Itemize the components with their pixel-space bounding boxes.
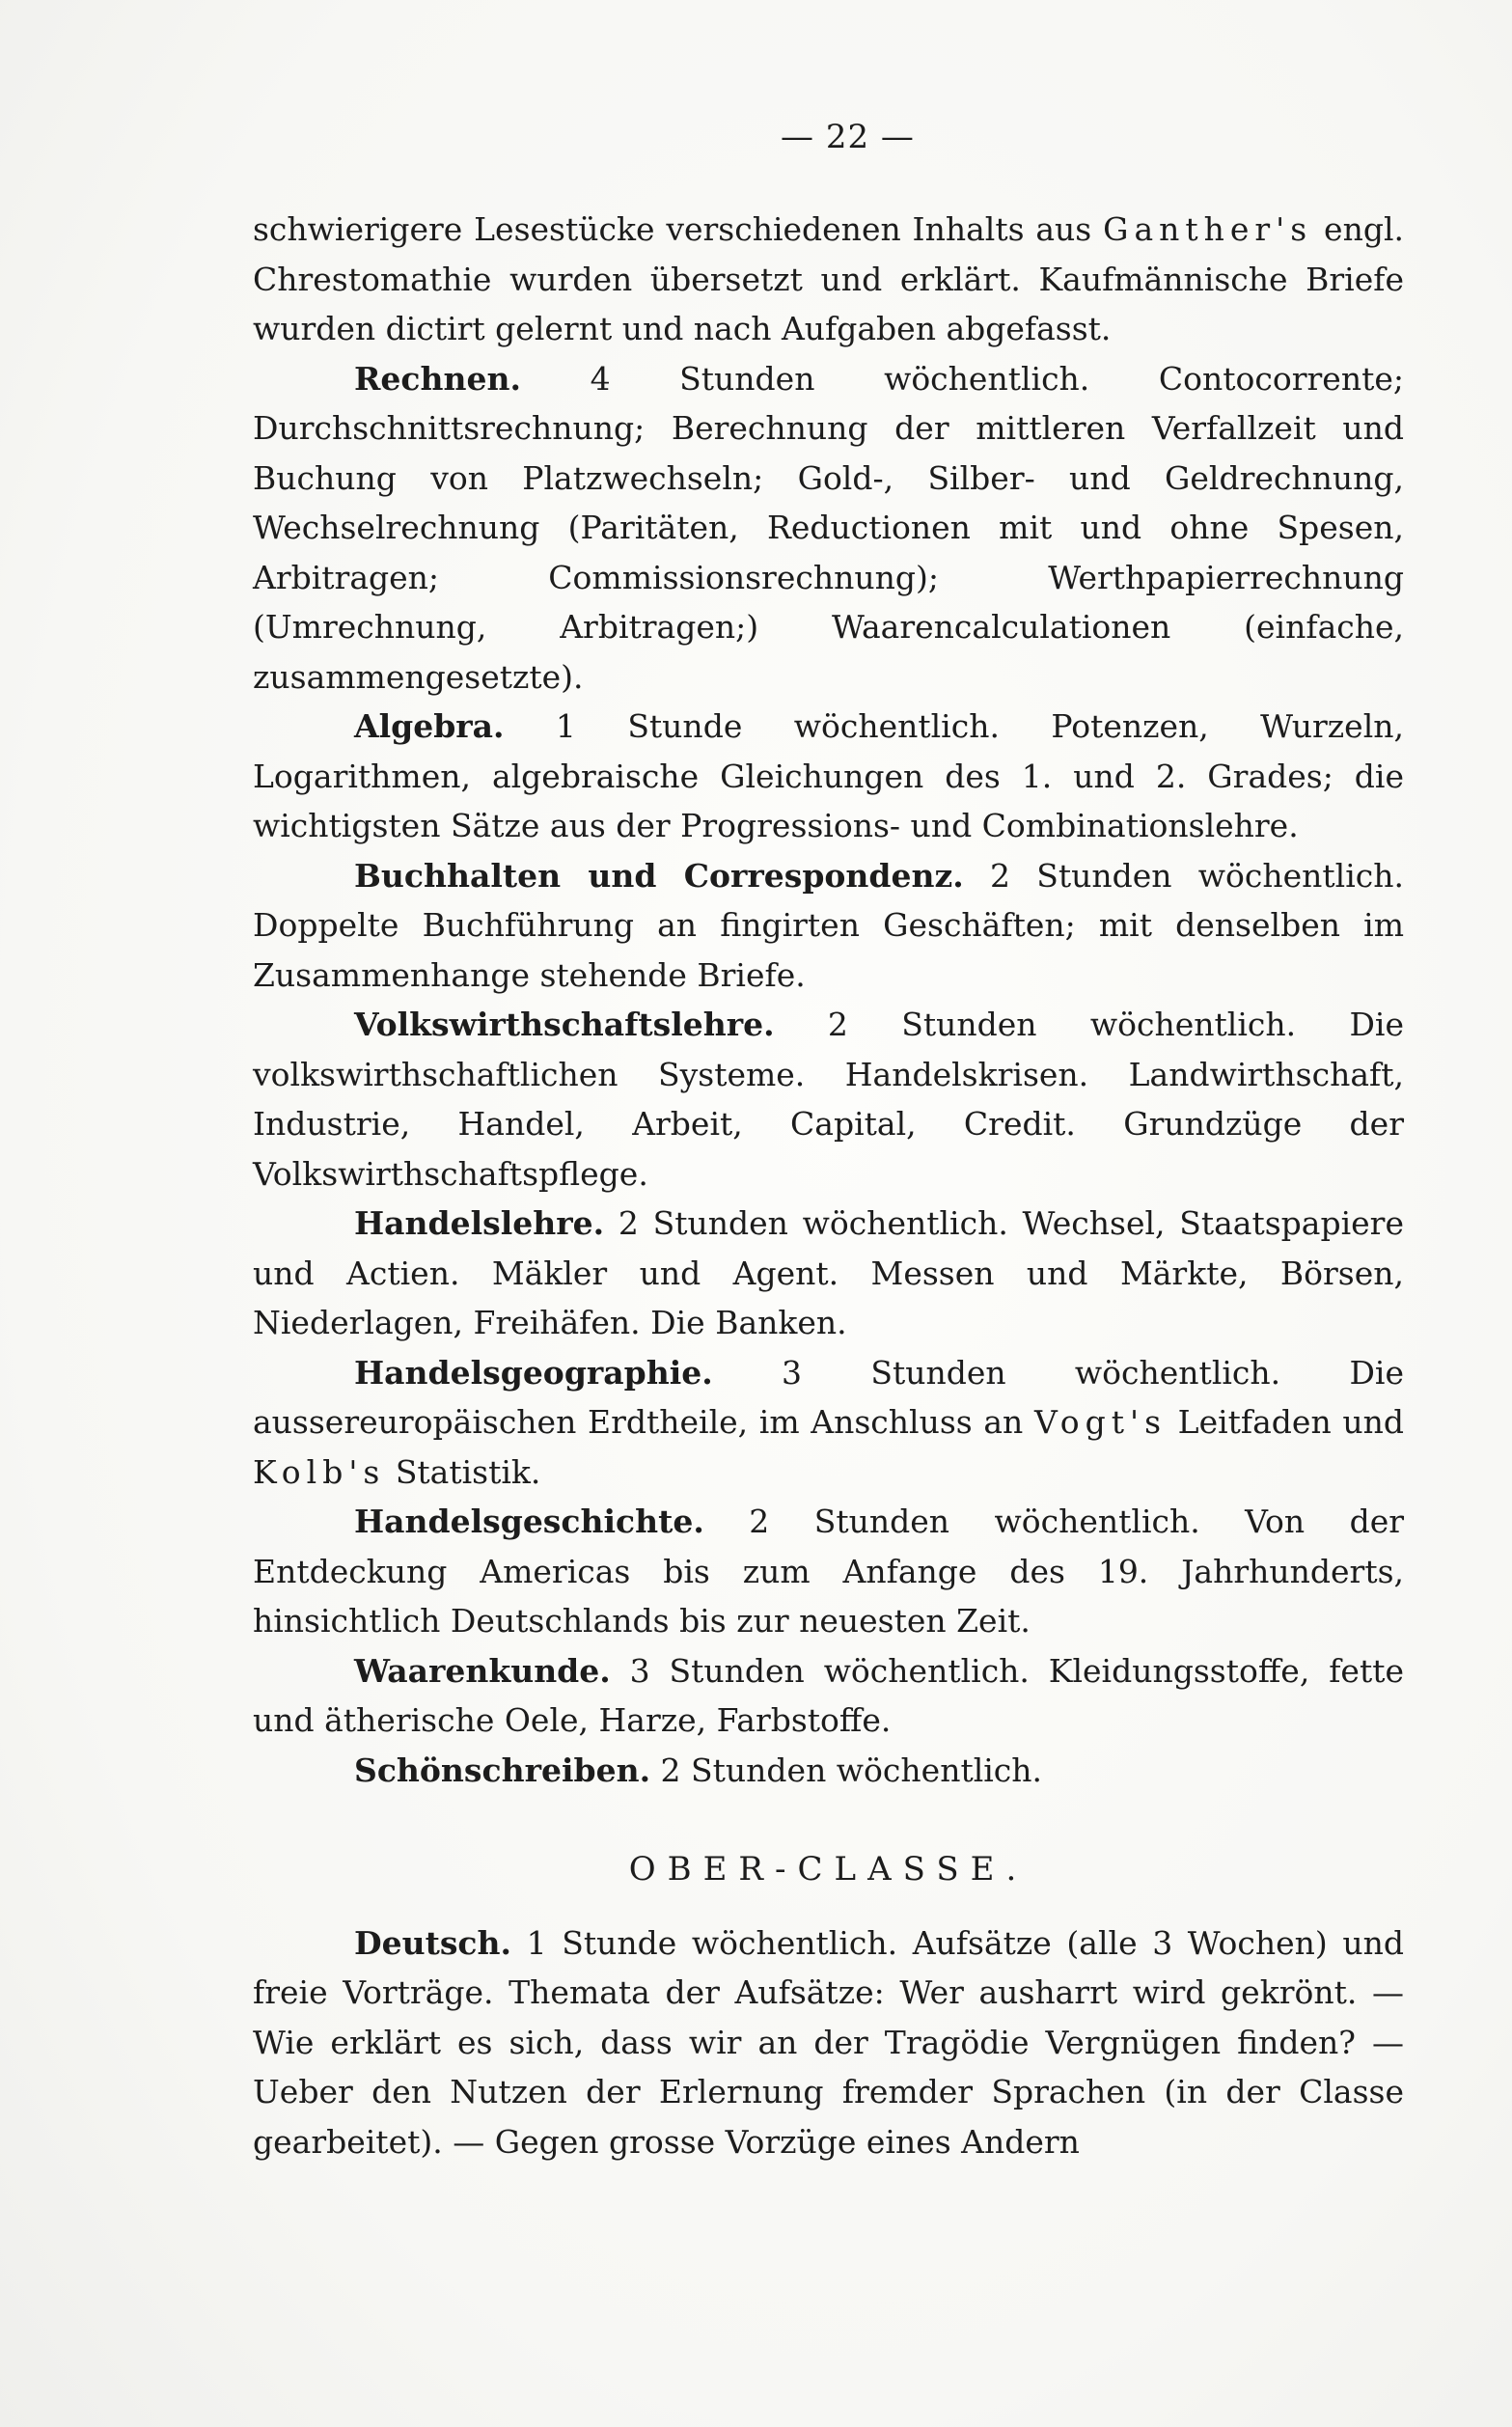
paragraph-text: 2 Stunden wöchentlich. Wechsel, Staatspapiere und Actien. Mäkler und Agent. Messen und Märkte, Börsen, Niederlagen, Freihäfen. Die Banken. (253, 1204, 1404, 1341)
paragraph-text: schwierigere Lesestücke verschiedenen Inhalts aus (253, 210, 1104, 248)
paragraph-english (253, 205, 1404, 354)
paragraph-deutsch (253, 1918, 1404, 2167)
paragraph-buchhalten (253, 851, 1404, 1001)
paragraph-text: 3 Stunden wöchentlich. Kleidungsstoffe, fette und ätherische Oele, Harze, Farbstoffe. (253, 1651, 1404, 1739)
paragraph-text: 2 Stunden wöchentlich. Die volkswirthschaftlichen Systeme. Handelskrisen. Landwirthschaft, Industrie, Handel, Arbeit, Capital, Credit. Grundzüge der Volkswirthschaftspflege. (253, 1006, 1404, 1193)
paragraph-text: engl. Chrestomathie wurden übersetzt und erklärt. Kaufmännische Briefe wurden dictirt gelernt und nach Aufgaben abgefasst. (253, 210, 1404, 347)
subject-heading: Handelsgeschichte. (354, 1503, 704, 1540)
subject-heading: Rechnen. (354, 359, 521, 398)
subject-heading: Buchhalten und Correspondenz. (354, 856, 964, 895)
paragraph-text: Leitfaden und (1167, 1403, 1404, 1441)
paragraph-text: 3 Stunden wöchentlich. Die aussereuropäischen Erdtheile, im Anschluss an (253, 1353, 1404, 1441)
subject-heading: Schönschreiben. (354, 1751, 651, 1789)
page-number: — 22 — (781, 118, 915, 156)
paragraph-text: 4 Stunden wöchentlich. Contocorrente; Durchschnittsrechnung; Berechnung der mittleren Verfallzeit und Buchung von Platzwechseln; Gold-, Silber- und Geldrechnung, Wechselrechnung (Paritäten, Reductionen mit und ohne Spesen, Arbitragen; Commissionsrechnung); Werthpapierrechnung (Umrechnung, Arbitragen;) Waarencalculationen (einfache, zusammengesetzte). (253, 359, 1404, 696)
subject-heading: Handelsgeographie. (354, 1353, 713, 1392)
paragraph-text: 1 Stunde wöchentlich. Aufsätze (alle 3 Wochen) und freie Vorträge. Themata der Aufsätze: Wer ausharrt wird gekrönt. — Wie erklärt es sich, dass wir an der Tragödie Vergnügen finden? — Ueber den Nutzen der Erlernung fremder Sprachen (in der Classe gearbeitet). — Gegen grosse Vorzüge eines Andern (253, 1923, 1404, 2161)
paragraph-rechnen (253, 354, 1404, 703)
author-name: Kolb's (253, 1452, 386, 1491)
section-title: OBER-CLASSE. (628, 1850, 1029, 1889)
subject-heading: Waarenkunde. (354, 1651, 611, 1690)
paragraph-handelslehre (253, 1199, 1404, 1348)
paragraph-schoenschreiben (253, 1746, 1404, 1796)
subject-heading: Deutsch. (354, 1923, 512, 1962)
subject-heading: Algebra. (354, 707, 505, 745)
author-name: Ganther's (1103, 210, 1313, 248)
body-text (253, 205, 1404, 2166)
subject-heading: Volkswirthschaftslehre. (354, 1006, 775, 1043)
paragraph-handelsgeographie (253, 1348, 1404, 1498)
paragraph-text: Statistik. (385, 1452, 541, 1491)
subject-heading: Handelslehre. (354, 1204, 605, 1242)
author-name: Vogt's (1033, 1403, 1168, 1441)
paragraph-waarenkunde (253, 1646, 1404, 1746)
paragraph-text: 1 Stunde wöchentlich. Potenzen, Wurzeln, Logarithmen, algebraische Gleichungen des 1. und 2. Grades; die wichtigsten Sätze aus der Progressions- und Combinationslehre. (253, 707, 1404, 844)
paragraph-text: 2 Stunden wöchentlich. (650, 1751, 1043, 1789)
paragraph-text: 2 Stunden wöchentlich. Von der Entdeckung Americas bis zum Anfange des 19. Jahrhunderts, hinsichtlich Deutschlands bis zur neuesten Zeit. (253, 1503, 1404, 1640)
paragraph-text: 2 Stunden wöchentlich. Doppelte Buchführung an fingirten Geschäften; mit denselben im Zusammenhange stehende Briefe. (253, 856, 1404, 994)
paragraph-algebra (253, 702, 1404, 851)
paragraph-handelsgeschichte (253, 1497, 1404, 1646)
paragraph-volkswirthschaftslehre (253, 1000, 1404, 1199)
